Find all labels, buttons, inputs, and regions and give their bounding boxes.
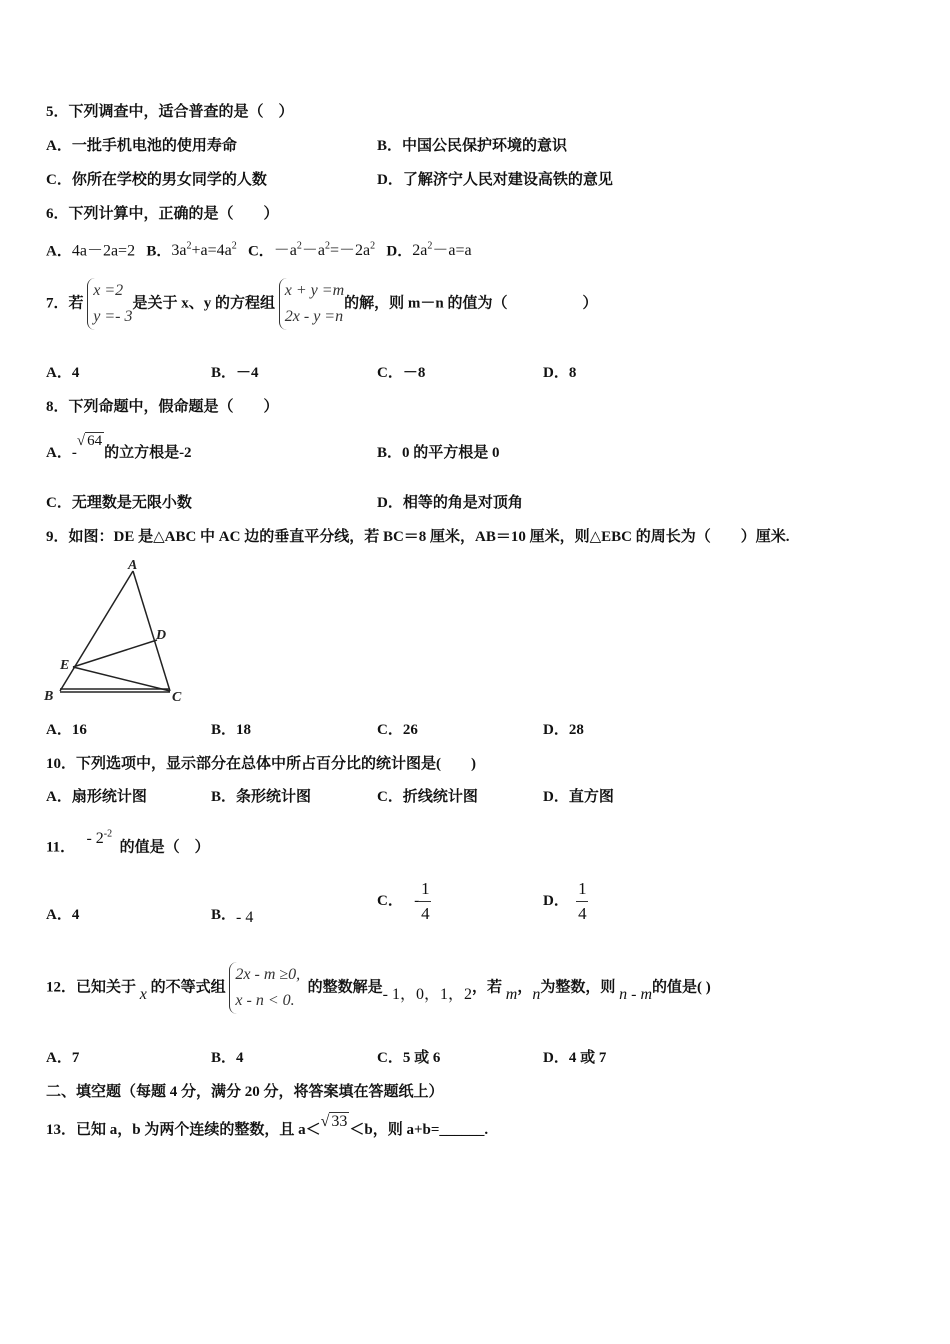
eq: x + y =m (284, 282, 345, 299)
q6-options (46, 237, 472, 261)
radicand: 64 (87, 433, 103, 449)
fraction (576, 880, 588, 923)
q5-option-b: B．中国公民保护环境的意识 (377, 138, 568, 154)
suffix: 的值是（ ） (119, 839, 210, 856)
q10-option-c: C．折线统计图 (377, 789, 478, 805)
q6-c2: －a (301, 242, 326, 260)
q12-system (229, 962, 300, 1014)
denominator: 4 (421, 904, 430, 923)
exp: 2 (296, 241, 302, 252)
q6-d: 2a (412, 242, 428, 260)
sign: - (414, 891, 420, 909)
value: - 4 (236, 909, 254, 926)
q5-option-c: C．你所在学校的男女同学的人数 (46, 172, 267, 188)
label-a: A (128, 558, 138, 573)
section-heading: 二、填空题（每题 4 分，满分 20 分，将答案填在答题纸上） (46, 1084, 444, 1100)
q9-stem: 9．如图：DE 是△ABC 中 AC 边的垂直平分线，若 BC＝8 厘米，AB＝10 厘米，则△EBC 的周长为（ ）厘米. (46, 529, 790, 545)
label-c: C (172, 690, 182, 705)
q8-option-b: B．0 的平方根是 0 (377, 445, 500, 461)
segment-ec (73, 667, 170, 691)
radicand: 33 (331, 1113, 348, 1130)
mid2: 的整数解是 (307, 979, 383, 996)
q7-mid: 是关于 x、y 的方程组 (132, 295, 276, 312)
q6-c: －a (273, 242, 297, 260)
q11-option-b (211, 905, 253, 925)
q12-stem (46, 962, 711, 1014)
numerator: 1 (421, 879, 430, 898)
ineq: x - n < 0. (235, 992, 295, 1009)
q10-option-b: B．条形统计图 (211, 789, 312, 805)
q10-option-d: D．直方图 (543, 789, 614, 805)
num: 11． (46, 839, 76, 856)
expr: n - m (619, 986, 653, 1004)
prefix: 13．已知 a，b 为两个连续的整数，且 a＜ (46, 1122, 321, 1138)
q6-a: 4a－2a=2 (71, 242, 136, 260)
q7-system-2 (279, 278, 344, 330)
q7-system-1 (87, 278, 132, 330)
eq: y =- 3 (93, 308, 133, 325)
q6-c-label: C． (247, 243, 274, 260)
q7-option-c: C．－8 (377, 365, 426, 381)
q7-option-a: A．4 (46, 365, 80, 381)
q6-d2: －a=a (432, 242, 472, 260)
q7-option-d: D．8 (543, 365, 577, 381)
q11-option-d (543, 880, 588, 923)
q5-option-a: A．一批手机电池的使用寿命 (46, 138, 237, 154)
q12-option-d: D．4 或 7 (543, 1050, 607, 1066)
q8-option-d: D．相等的角是对顶角 (377, 495, 523, 511)
q9-option-c: C．26 (377, 722, 418, 738)
q6-b-label: B． (146, 243, 172, 260)
q6-b: 3a (171, 242, 187, 260)
exp: 2 (370, 241, 376, 252)
eq: x =2 (93, 282, 124, 299)
text: 的立方根是-2 (104, 445, 192, 461)
label: C． (377, 892, 403, 909)
q8-option-c: C．无理数是无限小数 (46, 495, 192, 511)
expr: - 2 (86, 830, 104, 848)
q6-stem: 6．下列计算中，正确的是（ ） (46, 206, 279, 222)
fraction (419, 880, 431, 923)
var-n: n (532, 986, 541, 1004)
q11-option-a: A．4 (46, 907, 80, 923)
prefix: 12．已知关于 (46, 979, 137, 996)
q6-a-label: A． (46, 243, 72, 260)
q7-option-b: B．－4 (211, 365, 259, 381)
label: A．- (46, 445, 77, 461)
label-d: D (156, 628, 167, 643)
solutions: - 1，0，1，2 (382, 986, 473, 1004)
q12-option-c: C．5 或 6 (377, 1050, 441, 1066)
exp: 2 (186, 241, 192, 252)
exp: -2 (103, 829, 113, 840)
eq: 2x - y =n (284, 308, 344, 325)
q9-option-a: A．16 (46, 722, 87, 738)
comma: ， (517, 979, 533, 996)
q10-option-a: A．扇形统计图 (46, 789, 147, 805)
exp: 2 (427, 241, 433, 252)
q12-option-b: B．4 (211, 1050, 244, 1066)
label-b: B (44, 689, 54, 704)
ineq: 2x - m ≥0, (235, 966, 301, 983)
mid3: 为整数，则 (540, 979, 616, 996)
q7-stem (46, 278, 597, 330)
q6-b2: +a=4a (191, 242, 232, 260)
exp: 2 (325, 241, 331, 252)
label: B． (211, 907, 237, 923)
triangle-figure (40, 555, 200, 710)
q8-option-a: A．-√ 64的立方根是-2 (46, 433, 192, 461)
denominator: 4 (578, 904, 587, 923)
label: D． (543, 892, 569, 909)
exp: 2 (231, 241, 237, 252)
suffix: 的值是( ) (652, 979, 711, 996)
q5-stem: 5．下列调查中，适合普查的是（ ） (46, 104, 294, 120)
ruo: ，若 (472, 979, 503, 996)
q6-c3: =－2a (330, 242, 371, 260)
numerator: 1 (578, 879, 587, 898)
mid: 的不等式组 (150, 979, 226, 996)
q8-stem: 8．下列命题中，假命题是（ ） (46, 399, 279, 415)
q11-option-c (377, 880, 431, 923)
q5-option-d: D．了解济宁人民对建设高铁的意见 (377, 172, 613, 188)
q9-option-d: D．28 (543, 722, 584, 738)
q7-suffix: 的解，则 m－n 的值为（ ） (344, 295, 598, 312)
q10-stem: 10．下列选项中，显示部分在总体中所占百分比的统计图是( ) (46, 756, 476, 772)
var-x: x (139, 986, 147, 1004)
suffix: ＜b，则 a+b=______. (349, 1122, 489, 1138)
var-m: m (505, 986, 518, 1004)
q7-prefix: 7．若 (46, 295, 84, 312)
q13-stem: 13．已知 a，b 为两个连续的整数，且 a＜√ 33 ＜b，则 a+b=______. (46, 1113, 489, 1138)
q6-d-label: D． (386, 243, 413, 260)
q12-option-a: A．7 (46, 1050, 80, 1066)
q9-option-b: B．18 (211, 722, 252, 738)
q11-stem (46, 829, 210, 857)
label-e: E (60, 658, 70, 673)
segment-ed (73, 640, 157, 667)
